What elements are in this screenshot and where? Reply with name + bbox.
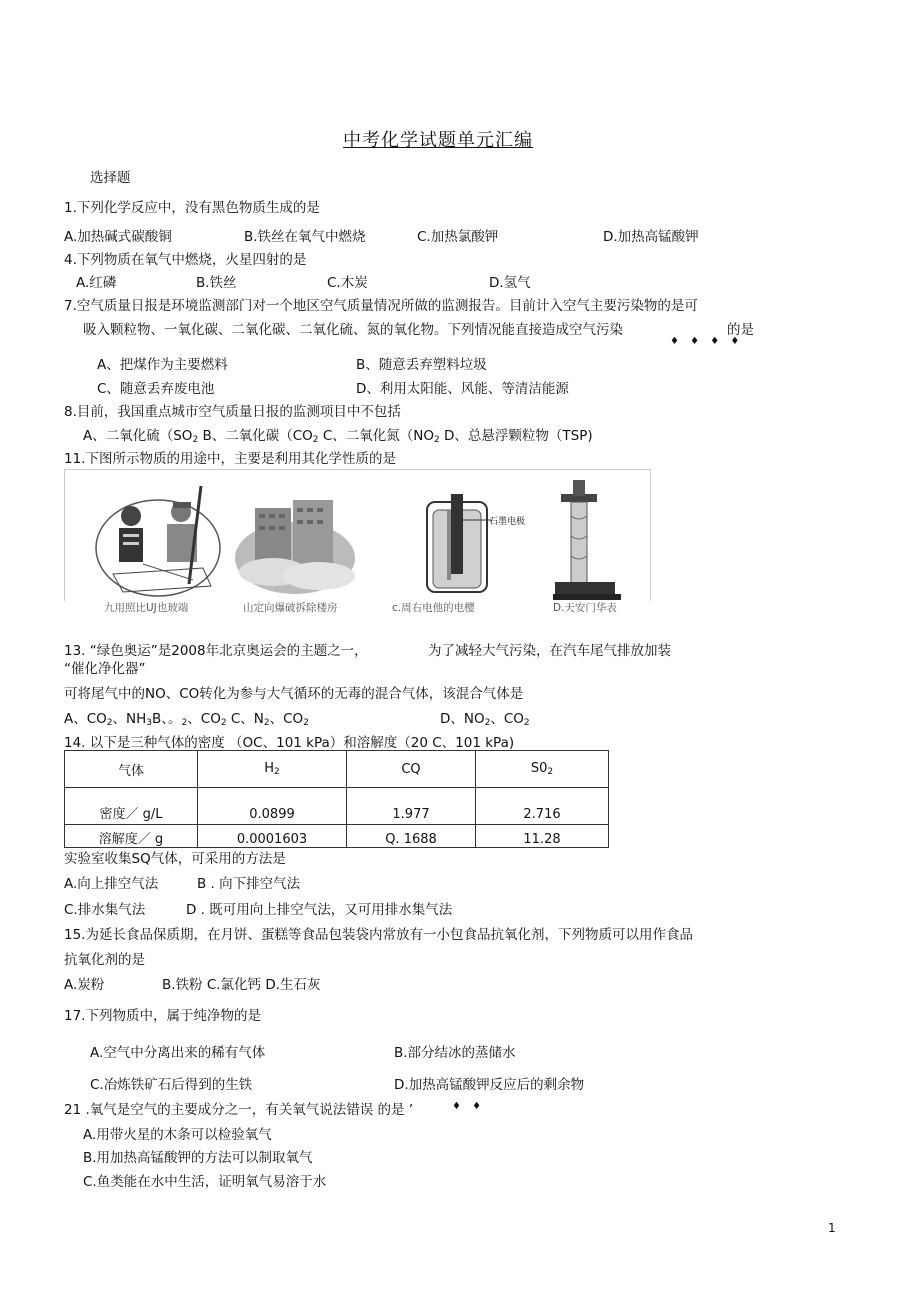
q4-option-a: A.红磷: [76, 275, 117, 291]
q13-option-d: [440, 707, 530, 728]
table-row: [65, 825, 609, 848]
q13-stem-line1b: 为了减轻大气污染，在汽车尾气排放加装: [428, 643, 671, 659]
table-cell: 0.0001603: [198, 825, 347, 848]
figure-huabiao: [553, 476, 623, 601]
q15-stem-line1: 15.为延长食品保质期，在月饼、蛋糕等食品包装袋内常放有一小包食品抗氧化剂，下列物质可以用作食品: [64, 927, 693, 943]
q13-c1-sub: 2: [263, 718, 270, 728]
table-cell: 密度／ g/L: [65, 788, 198, 825]
q1-stem: 1.下列化学反应中，没有黑色物质生成的是: [64, 200, 320, 216]
q7-option-a: A、把煤作为主要燃料: [97, 357, 228, 373]
page-number: 1: [828, 1221, 836, 1235]
q1-option-a: A.加热碱式碳酸铜: [64, 229, 172, 245]
q13-b1-sub: 2: [181, 718, 188, 728]
q4-stem: 4.下列物质在氧气中燃烧，火星四射的是: [64, 252, 307, 268]
q7-option-b: B、随意丢弃塑料垃圾: [356, 357, 487, 373]
q8-option-a: A、二氧化硫（SO: [83, 428, 193, 444]
q4-option-c: C.木炭: [327, 275, 368, 291]
caption-c: c.周右电他的电樱: [392, 602, 475, 614]
q21-option-c: C.鱼类能在水中生活，证明氧气易溶于水: [83, 1174, 327, 1190]
q4-option-d: D.氢气: [489, 275, 531, 291]
table-row: [65, 788, 609, 825]
q7-option-d: D、利用太阳能、风能、等清洁能源: [356, 381, 569, 397]
q8-option-a-sub: 2: [192, 435, 199, 445]
q14-option-b: B . 向下排空气法: [197, 876, 301, 892]
q21-emphasis-dots: ♦ ♦: [452, 1101, 486, 1112]
q7-stem-end: 的是: [727, 322, 754, 338]
table-cell: 溶解度／ g: [65, 825, 198, 848]
q13-c2: 、CO: [269, 711, 304, 727]
q8-option-b-sub: 2: [312, 435, 319, 445]
q13-a1: A、CO: [64, 711, 107, 727]
gas-property-table: [64, 750, 609, 848]
table-cell: 11.28: [476, 825, 609, 848]
q8-option-d: D、总悬浮颗粒物（TSP): [444, 428, 593, 444]
q21-option-a: A.用带火星的木条可以检验氧气: [83, 1127, 272, 1143]
table-header-cell: CQ: [347, 751, 476, 788]
table-cell: 1.977: [347, 788, 476, 825]
q13-d2: 、CO: [490, 711, 524, 727]
q8-option-b: B、二氧化碳（CO: [202, 428, 313, 444]
q7-stem-line2: 吸入颗粒物、一氧化碳、二氧化碳、二氧化硫、氮的氧化物。下列情况能直接造成空气污染: [83, 322, 623, 338]
q13-b2: 、CO: [187, 711, 221, 727]
q1-option-c: C.加热氯酸钾: [417, 229, 499, 245]
q15-options-bcd: B.铁粉 C.氯化钙 D.生石灰: [162, 977, 321, 993]
q17-option-c: C.冶炼铁矿石后得到的生铁: [90, 1077, 253, 1093]
graphite-electrode-label: 石墨电极: [489, 517, 526, 527]
table-cell: 2.716: [476, 788, 609, 825]
q14-followup: 实验室收集SQ气体，可采用的方法是: [64, 851, 286, 867]
q13-stem-line2: “催化净化器”: [64, 661, 146, 677]
caption-b: 山定向爆破拆除楼房: [243, 602, 338, 614]
q13-b1: B、。: [152, 711, 182, 727]
q13-stem-line1a: 13. “绿色奥运”是2008年北京奥运会的主题之一，: [64, 643, 368, 659]
caption-a: 九用照比UJ也玻端: [104, 602, 189, 614]
q14-option-c: C.排水集气法: [64, 902, 146, 918]
table-header-cell: [476, 751, 609, 788]
q13-a2: 、NH: [112, 711, 147, 727]
figure-demolition: [233, 498, 358, 598]
q14-option-d: D . 既可用向上排空气法，又可用排水集气法: [186, 902, 453, 918]
q14-option-a: A.向上排空气法: [64, 876, 159, 892]
q17-option-b: B.部分结冰的蒸储水: [394, 1045, 516, 1061]
page-title: 中考化学试题单元汇编: [343, 130, 533, 151]
header-h2-sub: 2: [274, 767, 280, 777]
section-label: 选择题: [90, 170, 131, 186]
q13-a2-sub: 3: [146, 718, 153, 728]
q13-options-abc: [64, 707, 309, 728]
q13-d2-sub: 2: [523, 718, 530, 728]
table-header-cell: [198, 751, 347, 788]
q1-option-b: B.铁丝在氧气中燃烧: [244, 229, 366, 245]
table-header-cell: 气体: [65, 751, 198, 788]
q17-option-a: A.空气中分离出来的稀有气体: [90, 1045, 266, 1061]
q21-option-b: B.用加热高锰酸钾的方法可以制取氧气: [83, 1150, 313, 1166]
q15-option-a: A.炭粉: [64, 977, 105, 993]
q13-d1-sub: 2: [484, 718, 491, 728]
q7-emphasis-dots: ♦ ♦ ♦ ♦: [670, 336, 744, 347]
q13-b2-sub: 2: [220, 718, 227, 728]
q8-option-c: C、二氧化氮（NO: [322, 428, 434, 444]
q13-d1: D、NO: [440, 711, 485, 727]
figure-glass-cutting: [93, 478, 223, 598]
table-cell: 0.0899: [198, 788, 347, 825]
q8-option-c-sub: 2: [433, 435, 440, 445]
q14-stem: 14. 以下是三种气体的密度 （OC、101 kPa）和溶解度（20 C、101 kPa): [64, 735, 515, 751]
table-cell: Q. 1688: [347, 825, 476, 848]
q13-a1-sub: 2: [106, 718, 113, 728]
header-so2: S0: [530, 761, 548, 776]
q13-c1: C、N: [230, 711, 264, 727]
q15-stem-line2: 抗氧化剂的是: [64, 952, 145, 968]
q13-c2-sub: 2: [303, 718, 309, 728]
q7-stem-line1: 7.空气质量日报是环境监测部门对一个地区空气质量情况所做的监测报告。目前计入空气主要污染物的是可: [64, 298, 698, 314]
q13-stem-line3: 可将尾气中的NO、CO转化为参与大气循环的无毒的混合气体，该混合气体是: [64, 686, 524, 702]
q11-stem: 11.下图所示物质的用途中，主要是利用其化学性质的是: [64, 451, 396, 467]
q17-option-d: D.加热高锰酸钾反应后的剩余物: [394, 1077, 585, 1093]
q21-stem: 21 .氧气是空气的主要成分之一，有关氧气说法错误 的是 ’: [64, 1102, 414, 1118]
table-header-row: [65, 751, 609, 788]
q1-option-d: D.加热高锰酸钾: [603, 229, 699, 245]
q7-option-c: C、随意丢弃废电池: [97, 381, 215, 397]
q11-figure: [64, 469, 651, 601]
q8-stem: 8.目前，我国重点城市空气质量日报的监测项目中不包括: [64, 404, 401, 420]
header-so2-sub: 2: [547, 767, 554, 777]
q8-options: [83, 424, 593, 445]
q17-stem: 17.下列物质中，属于纯净物的是: [64, 1008, 261, 1024]
header-h2: H: [264, 761, 275, 776]
q4-option-b: B.铁丝: [196, 275, 237, 291]
caption-d: D.天安门华表: [553, 602, 617, 614]
figure-battery: [417, 490, 547, 598]
